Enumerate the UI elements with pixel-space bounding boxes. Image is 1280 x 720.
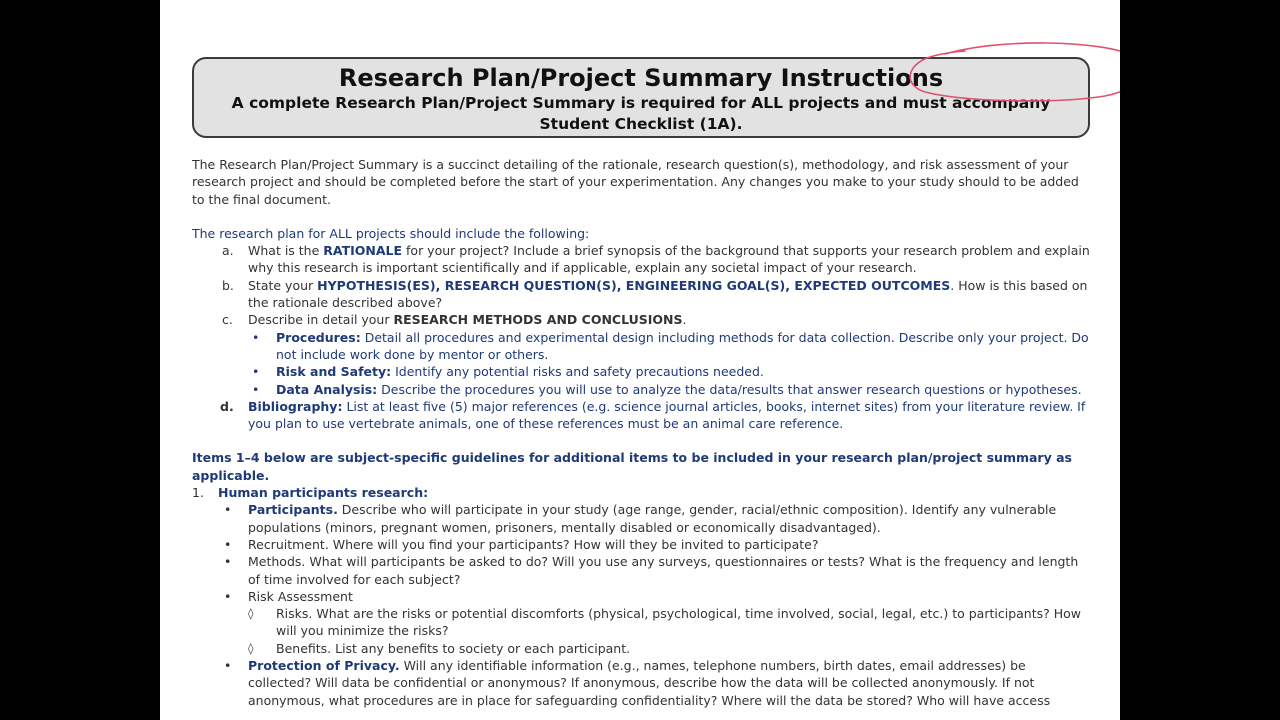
bullet-participants: • Participants. Describe who will participate in your study (age range, gender, racial/ethnic composition). Identify any vulnerable populations (minors, pregnant women, prisoners, mentally disabled or economically disadvantaged). [224, 502, 1057, 535]
item-marker: c. [222, 312, 233, 328]
subtitle-line-2: Student Checklist (1A). [539, 115, 743, 133]
item-marker: d. [220, 398, 234, 414]
subject-heading: Items 1–4 below are subject-specific guidelines for additional items to be included in your research plan/project summary as applicable. [192, 450, 1072, 483]
list-item-a: a. What is the RATIONALE for your project? Include a brief synopsis of the background that supports your research problem and explain why this research is important scientifically and if applicable, explain any societal impact of your research. [222, 243, 1090, 276]
item-marker: 1. [192, 485, 204, 501]
list-item-d: d. Bibliography: List at least five (5) major references (e.g. science journal articles, books, internet sites) from your literature review. If you plan to use vertebrate animals, one of these references must be an animal care reference. [220, 398, 1086, 432]
rationale-keyword: RATIONALE [323, 243, 403, 259]
hypothesis-keyword: HYPOTHESIS(ES), RESEARCH QUESTION(S), ENGINEERING GOAL(S), EXPECTED OUTCOMES [317, 277, 951, 293]
page-title: Research Plan/Project Summary Instructions [338, 64, 944, 92]
bullet-icon: • [224, 502, 232, 518]
document-body [192, 156, 1092, 709]
list-item-c: c. Describe in detail your RESEARCH METHODS AND CONCLUSIONS. [222, 312, 687, 328]
subtitle [194, 93, 1088, 135]
human-participants-heading: 1. Human participants research: [192, 485, 429, 501]
diamond-icon: ◊ [248, 607, 254, 621]
bullet-icon: • [224, 658, 232, 674]
list-item-b: b. State your HYPOTHESIS(ES), RESEARCH QUESTION(S), ENGINEERING GOAL(S), EXPECTED OUTCOMES. How is this based on the rationale described above? [222, 277, 1088, 311]
bullet-methods: • Methods. What will participants be asked to do? Will you use any surveys, questionnaires or tests? What is the frequency and length of time involved for each subject? [224, 554, 1079, 587]
item-marker: a. [222, 243, 234, 259]
bullet-recruitment: • Recruitment. Where will you find your participants? How will they be invited to participate? [224, 536, 819, 552]
intro-paragraph: The Research Plan/Project Summary is a succinct detailing of the rationale, research question(s), methodology, and risk assessment of your research project and should be completed before the start of your experimentation. Any changes you make to your study should to be added to the final document. [192, 157, 1079, 207]
title-box [192, 57, 1090, 138]
bullet-procedures: • Procedures: Detail all procedures and experimental design including methods for data collection. Describe only your project. Do not include work done by mentor or others. [252, 329, 1089, 362]
bullet-data-analysis: • Data Analysis: Describe the procedures you will use to analyze the data/results that answer research questions or hypotheses. [252, 381, 1082, 397]
subtitle-line-1: A complete Research Plan/Project Summary is required for ALL projects and must accompany [231, 94, 1051, 112]
bullet-icon: • [252, 364, 260, 380]
bullet-icon: • [252, 381, 260, 397]
bullet-icon: • [224, 536, 232, 552]
bullet-icon: • [252, 329, 260, 345]
item-marker: b. [222, 277, 234, 293]
plan-heading: The research plan for ALL projects should include the following: [192, 225, 590, 241]
bullet-icon: • [224, 554, 232, 570]
sub-bullet-benefits: ◊ Benefits. List any benefits to society or each participant. [248, 640, 631, 656]
bullet-risk-assessment: • Risk Assessment [224, 588, 353, 604]
methods-keyword: RESEARCH METHODS AND CONCLUSIONS [393, 312, 683, 328]
bullet-privacy: • Protection of Privacy. Will any identifiable information (e.g., names, telephone numbers, birth dates, email addresses) be collected? Will data be confidential or anonymous? If anonymous, describe how the data will be collected anonymously. If not anonymous, what procedures are in place for safeguarding confidentiality? Where will the data be stored? Who will have access [224, 658, 1051, 708]
bullet-icon: • [224, 588, 232, 604]
sub-bullet-risks: ◊ Risks. What are the risks or potential discomforts (physical, psychological, time involved, social, legal, etc.) to participants? How will you minimize the risks? [248, 606, 1082, 639]
document-page [160, 0, 1120, 720]
bullet-risk-safety: • Risk and Safety: Identify any potential risks and safety precautions needed. [252, 364, 764, 380]
diamond-icon: ◊ [248, 641, 254, 655]
